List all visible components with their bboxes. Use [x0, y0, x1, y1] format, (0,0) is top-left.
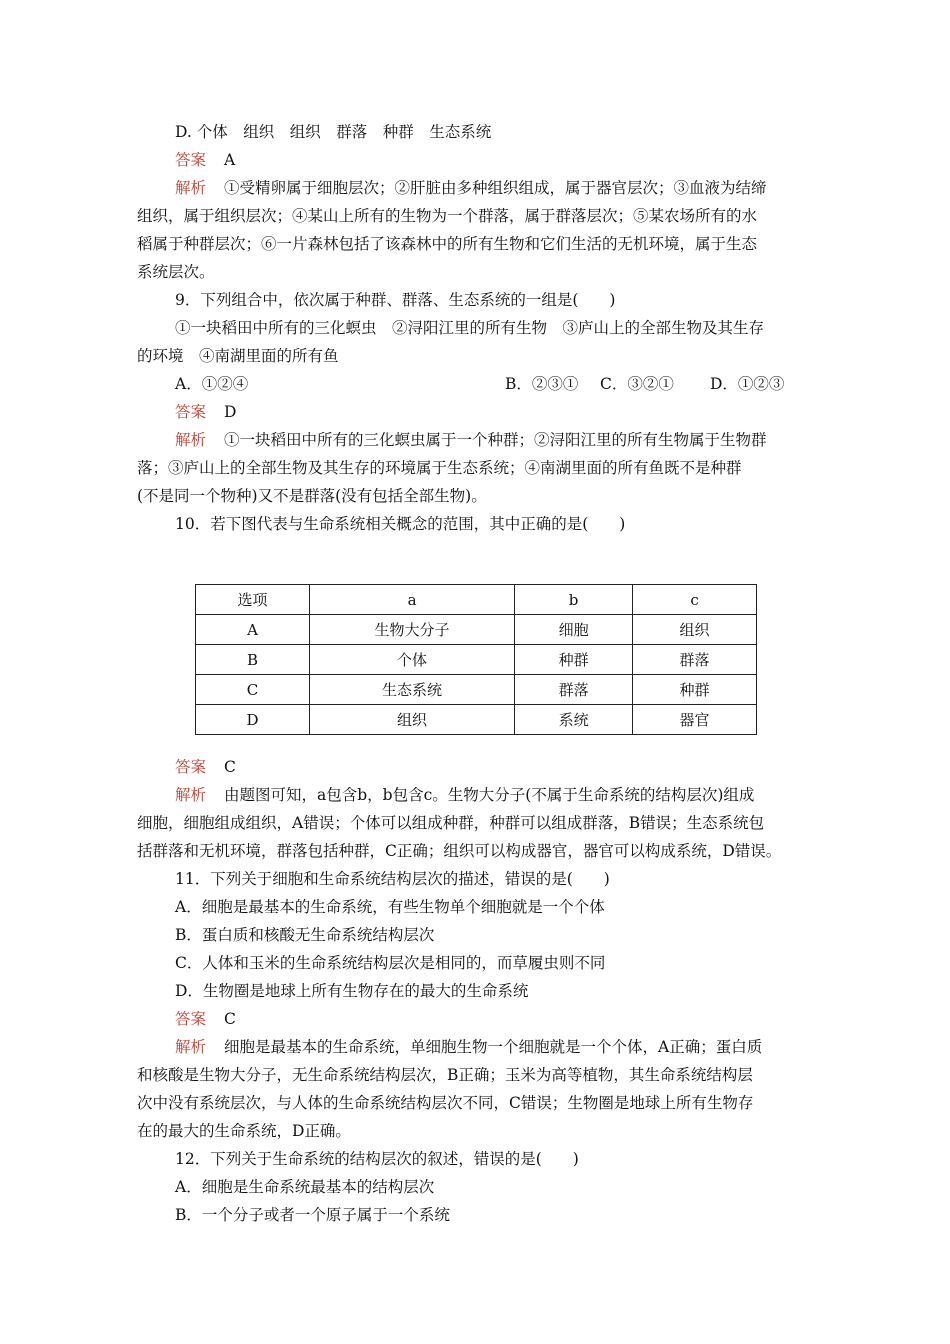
table-cell: 组织 [633, 615, 757, 645]
table-header-cell: c [633, 585, 757, 615]
analysis-label: 解析 [175, 1038, 207, 1056]
table-header-cell: a [310, 585, 515, 615]
table-row [196, 705, 757, 735]
q11-answer-line [175, 1009, 859, 1029]
table-cell: 个体 [310, 645, 515, 675]
table-cell: D [196, 705, 310, 735]
q11-analysis-line-4: 在的最大的生命系统，D正确。 [137, 1122, 351, 1140]
analysis-label: 解析 [175, 431, 207, 449]
q8-answer: A [224, 151, 236, 169]
q10-stem: 10．若下图代表与生命系统相关概念的范围，其中正确的是( ) [175, 515, 626, 533]
q10-table [195, 584, 757, 735]
q8-analysis-line-4: 系统层次。 [137, 263, 215, 281]
table-cell: B [196, 645, 310, 675]
table-cell: 种群 [633, 675, 757, 705]
table-cell: 群落 [633, 645, 757, 675]
q9-answer-line [175, 402, 859, 422]
table-cell: 群落 [515, 675, 633, 705]
q11-analysis-text: 细胞是最基本的生命系统，单细胞生物一个细胞就是一个个体，A正确；蛋白质 [224, 1038, 763, 1056]
table-row [196, 615, 757, 645]
q9-answer: D [224, 403, 237, 421]
q9-option-c: C．③②① [600, 375, 674, 393]
q9-analysis-line-3: (不是同一个物种)又不是群落(没有包括全部生物)。 [137, 487, 487, 505]
table-header-cell: 选项 [196, 585, 310, 615]
answer-label: 答案 [175, 403, 207, 421]
table-header-row [196, 585, 757, 615]
q11-option-b: B．蛋白质和核酸无生命系统结构层次 [175, 926, 435, 944]
q8-analysis-line-3: 稻属于种群层次；⑥一片森林包括了该森林中的所有生物和它们生活的无机环境，属于生态 [137, 235, 758, 253]
table-cell: 组织 [310, 705, 515, 735]
q9-option-d: D．①②③ [710, 375, 785, 393]
q11-answer: C [224, 1010, 236, 1028]
q11-analysis-line-1 [175, 1037, 859, 1057]
q11-option-d: D．生物圈是地球上所有生物存在的最大的生命系统 [175, 982, 529, 1000]
q10-analysis-line-1 [175, 785, 859, 805]
q8-analysis-text: ①受精卵属于细胞层次；②肝脏由多种组织组成，属于器官层次；③血液为结缔 [224, 179, 767, 197]
q9-stem: 9．下列组合中，依次属于种群、群落、生态系统的一组是( ) [175, 291, 616, 309]
analysis-label: 解析 [175, 786, 207, 804]
table-cell: C [196, 675, 310, 705]
table-cell: 生物大分子 [310, 615, 515, 645]
q9-options [175, 374, 859, 394]
table-row [196, 675, 757, 705]
table-cell: 器官 [633, 705, 757, 735]
table-cell: 系统 [515, 705, 633, 735]
q9-analysis-line-2: 落；③庐山上的全部生物及其生存的环境属于生态系统；④南湖里面的所有鱼既不是种群 [137, 459, 742, 477]
q8-analysis-line-2: 组织，属于组织层次；④某山上所有的生物为一个群落，属于群落层次；⑤某农场所有的水 [137, 207, 758, 225]
q12-option-b: B．一个分子或者一个原子属于一个系统 [175, 1206, 450, 1224]
q9-analysis-text: ①一块稻田中所有的三化螟虫属于一个种群；②浔阳江里的所有生物属于生物群 [224, 431, 767, 449]
q12-option-a: A．细胞是生命系统最基本的结构层次 [175, 1178, 435, 1196]
q10-analysis-line-2: 细胞，细胞组成组织，A错误；个体可以组成种群，种群可以组成群落，B错误；生态系统包 [137, 814, 765, 832]
answer-label: 答案 [175, 1010, 207, 1028]
table-header-cell: b [515, 585, 633, 615]
q8-analysis-line-1 [175, 178, 859, 198]
analysis-label: 解析 [175, 179, 207, 197]
q9-option-a: A．①②④ [175, 375, 249, 393]
answer-label: 答案 [175, 758, 207, 776]
q11-analysis-line-2: 和核酸是生物大分子，无生命系统结构层次，B正确；玉米为高等植物，其生命系统结构层 [137, 1066, 753, 1084]
table-row [196, 645, 757, 675]
answer-label: 答案 [175, 151, 207, 169]
q10-answer: C [224, 758, 236, 776]
q10-answer-line [175, 757, 859, 777]
q9-option-b: B．②③① [505, 375, 579, 393]
q12-stem: 12．下列关于生命系统的结构层次的叙述，错误的是( ) [175, 1150, 579, 1168]
q10-analysis-line-3: 括群落和无机环境，群落包括种群，C正确；组织可以构成器官，器官可以构成系统，D错误。 [137, 842, 782, 860]
q9-analysis-line-1 [175, 430, 859, 450]
table-cell: 细胞 [515, 615, 633, 645]
q10-analysis-text: 由题图可知，a包含b，b包含c。生物大分子(不属于生命系统的结构层次)组成 [224, 786, 755, 804]
q9-items-line-2: 的环境 ④南湖里面的所有鱼 [137, 347, 339, 365]
q9-items-line-1: ①一块稻田中所有的三化螟虫 ②浔阳江里的所有生物 ③庐山上的全部生物及其生存 [175, 319, 765, 337]
q8-answer-line [175, 150, 859, 170]
q11-stem: 11．下列关于细胞和生命系统结构层次的描述，错误的是( ) [175, 870, 610, 888]
q8-option-d: D. 个体 组织 组织 群落 种群 生态系统 [175, 123, 492, 141]
table-cell: 生态系统 [310, 675, 515, 705]
q11-option-c: C．人体和玉米的生命系统结构层次是相同的，而草履虫则不同 [175, 954, 606, 972]
q11-analysis-line-3: 次中没有系统层次，与人体的生命系统结构层次不同，C错误；生物圈是地球上所有生物存 [137, 1094, 754, 1112]
table-cell: A [196, 615, 310, 645]
table-cell: 种群 [515, 645, 633, 675]
q11-option-a: A．细胞是最基本的生命系统，有些生物单个细胞就是一个个体 [175, 898, 605, 916]
